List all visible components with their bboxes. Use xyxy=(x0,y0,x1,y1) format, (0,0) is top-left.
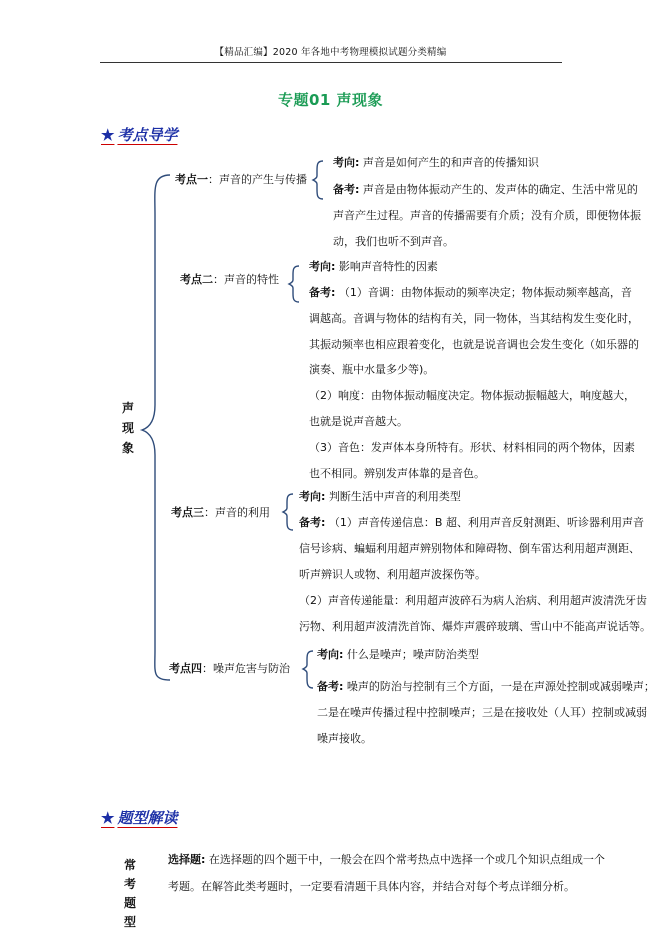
star-icon: ★ xyxy=(101,126,115,144)
text-line: 污物、利用超声波清洗首饰、爆炸声震碎玻璃、雪山中不能高声说话等。 xyxy=(299,620,651,633)
point3-kaoxiang: 考向: 判断生活中声音的利用类型 xyxy=(299,490,461,503)
page-header: 【精品汇编】2020 年各地中考物理模拟试题分类精编 xyxy=(214,47,447,58)
text-line: 调越高。音调与物体的结构有关，同一物体，当其结构发生变化时， xyxy=(309,312,639,325)
text-line: （2）声音传递能量：利用超声波碎石为病人治病、利用超声波清洗牙齿 xyxy=(299,594,647,607)
text-line: 声音产生过程。声音的传播需要有介质；没有介质，即便物体振 xyxy=(333,209,641,222)
point4-kaoxiang: 考向: 什么是噪声；噪声防治类型 xyxy=(317,648,479,661)
root-label xyxy=(121,398,135,458)
brace-point3 xyxy=(283,494,293,530)
point1-kaoxiang: 考向: 声音是如何产生的和声音的传播知识 xyxy=(333,156,539,169)
text-line: 信号诊病、蝙蝠利用超声辨别物体和障碍物、倒车雷达利用超声测距、 xyxy=(299,542,640,555)
point4-title: 考点四：噪声危害与防治 xyxy=(169,662,290,675)
text-line: 演奏、瓶中水量多少等)。 xyxy=(309,363,435,376)
point2-title: 考点二：声音的特性 xyxy=(180,273,279,286)
page-title: 专题01 声现象 xyxy=(277,91,384,109)
vertical-char: 声 xyxy=(121,401,134,415)
point2-beikao: 备考: （1）音调：由物体振动的频率决定；物体振动频率越高，音 xyxy=(309,286,632,299)
point2-kaoxiang: 考向: 影响声音特性的因素 xyxy=(309,260,438,273)
text-line: 也就是说声音越大。 xyxy=(309,415,408,428)
vertical-char: 考 xyxy=(123,877,136,891)
text-line: 其振动频率也相应跟着变化，也就是说音调也会发生变化（如乐器的 xyxy=(309,338,639,351)
question-type-line1: 选择题: 在选择题的四个题干中，一般会在四个常考热点中选择一个或几个知识点组成一个 xyxy=(168,853,605,866)
question-type-line2: 考题。在解答此类考题时，一定要看清题干具体内容，并结合对每个考点详细分析。 xyxy=(168,880,575,893)
brace-point1 xyxy=(313,161,323,199)
vertical-char: 现 xyxy=(121,421,134,435)
text-line: 也不相同。辨别发声体靠的是音色。 xyxy=(309,467,485,480)
section-heading-label: 题型解读 xyxy=(117,809,178,827)
point1-title: 考点一：声音的产生与传播 xyxy=(175,173,307,186)
point4-beikao: 备考: 噪声的防治与控制有三个方面，一是在声源处控制或减弱噪声； xyxy=(317,680,655,693)
vertical-char: 常 xyxy=(123,858,136,872)
star-icon: ★ xyxy=(101,809,115,827)
point3-title: 考点三：声音的利用 xyxy=(171,506,270,519)
point3-beikao: 备考: （1）声音传递信息：B 超、利用声音反射测距、听诊器利用声音 xyxy=(299,516,644,529)
text-line: 二是在噪声传播过程中控制噪声；三是在接收处（人耳）控制或减弱 xyxy=(317,706,647,719)
vertical-char: 型 xyxy=(123,915,136,929)
vertical-char: 题 xyxy=(123,896,136,910)
vertical-char: 象 xyxy=(121,441,134,455)
text-line: 听声辨识人或物、利用超声波探伤等。 xyxy=(299,568,486,581)
text-line: 噪声接收。 xyxy=(317,732,372,745)
text-line: （2）响度：由物体振动幅度决定。物体振动振幅越大，响度越大， xyxy=(309,389,635,402)
text-line: 动，我们也听不到声音。 xyxy=(333,235,454,248)
side-label xyxy=(123,856,137,932)
section-heading-tixing xyxy=(101,807,177,828)
point1-beikao: 备考: 声音是由物体振动产生的、发声体的确定、生活中常见的 xyxy=(333,183,638,196)
brace-point4 xyxy=(303,651,313,688)
main-brace xyxy=(142,175,170,680)
brace-point2 xyxy=(289,266,299,302)
section-heading-label: 考点导学 xyxy=(117,126,178,144)
text-line: （3）音色：发声体本身所特有。形状、材料相同的两个物体，因素 xyxy=(309,441,635,454)
